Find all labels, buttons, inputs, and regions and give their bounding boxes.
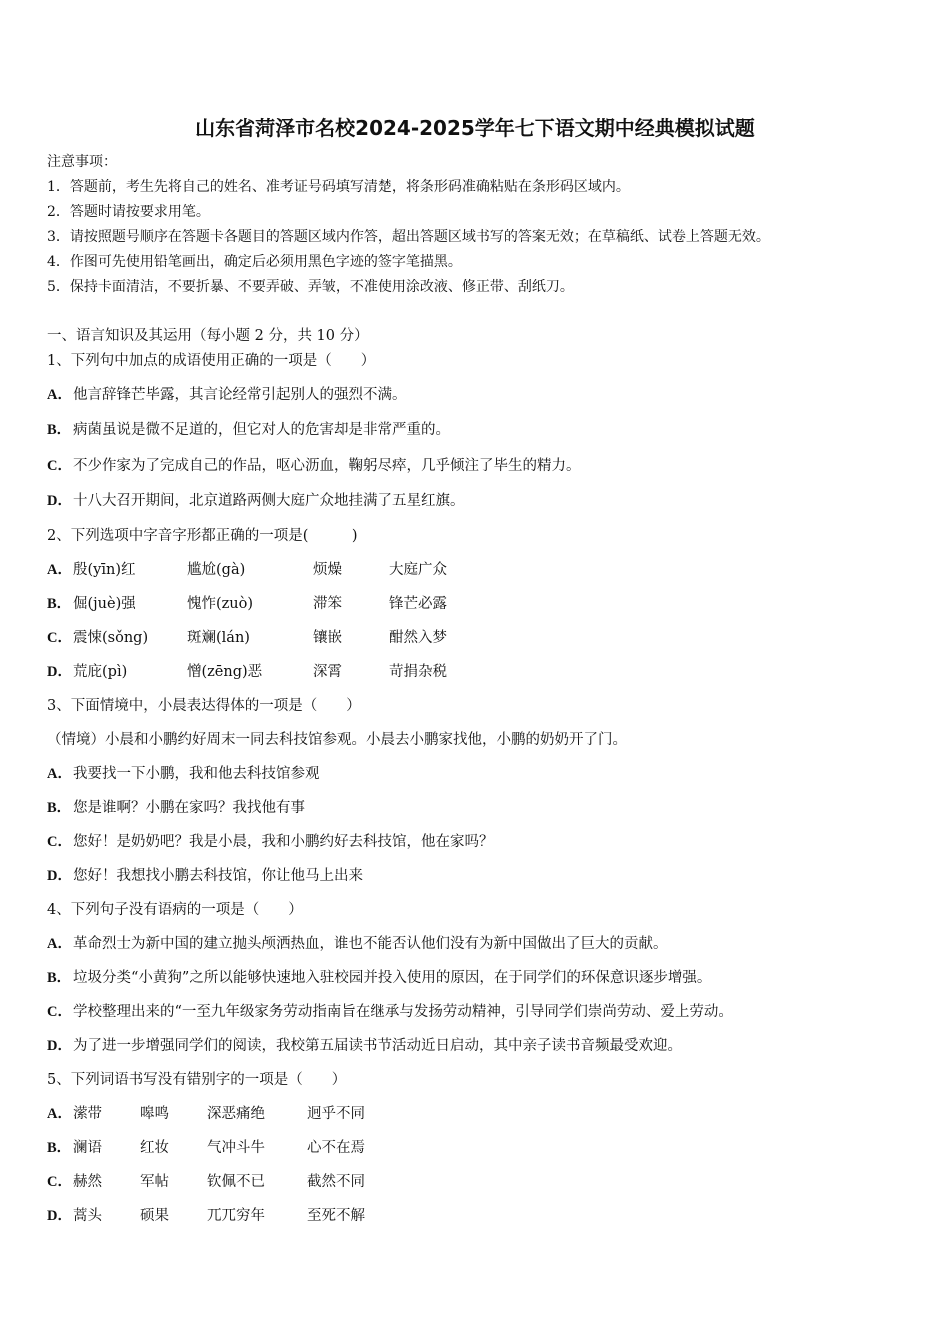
notice-item: 2．答题时请按要求用笔。	[47, 204, 210, 220]
option-cell: 军帖	[140, 1174, 169, 1190]
option-text: 他言辞锋芒毕露，其言论经常引起别人的强烈不满。	[73, 387, 407, 403]
option-letter: C．	[47, 630, 72, 646]
option-letter: C．	[47, 1004, 72, 1020]
option-text: 为了进一步增强同学们的阅读，我校第五届读书节活动近日启动，其中亲子读书音频最受欢迎。	[73, 1038, 682, 1054]
option-text: 我要找一下小鹏，我和他去科技馆参观	[73, 766, 320, 782]
notice-item: 5．保持卡面清洁，不要折暴、不要弄破、弄皱，不准使用涂改液、修正带、刮纸刀。	[47, 279, 574, 295]
option-c	[47, 456, 581, 476]
notice-heading: 注意事项：	[47, 154, 117, 170]
option-cell: 截然不同	[307, 1174, 365, 1190]
option-cell: 深霄	[313, 664, 342, 680]
option-b	[47, 968, 711, 988]
option-d	[47, 662, 447, 682]
option-c	[47, 628, 447, 648]
option-cell: 愧怍(zuò)	[187, 596, 254, 612]
option-cell: 烦燥	[313, 562, 342, 578]
option-cell: 荒庇(pì)	[73, 664, 128, 680]
question-stem: 3、下面情境中，小晨表达得体的一项是（ ）	[47, 698, 361, 714]
option-letter: A．	[47, 387, 72, 403]
option-text: 您好！是奶奶吧？我是小晨，我和小鹏约好去科技馆，他在家吗？	[73, 834, 494, 850]
option-b	[47, 798, 305, 818]
option-cell: 兀兀穷年	[207, 1208, 265, 1224]
option-cell: 倔(juè)强	[73, 596, 136, 612]
option-cell: 硕果	[140, 1208, 169, 1224]
option-cell: 心不在焉	[307, 1140, 365, 1156]
option-d	[47, 866, 363, 886]
option-letter: C．	[47, 834, 72, 850]
notice-item: 4．作图可先使用铅笔画出，确定后必须用黑色字迹的签字笔描黑。	[47, 254, 462, 270]
option-text: 十八大召开期间，北京道路两侧大庭广众地挂满了五星红旗。	[73, 493, 465, 509]
option-cell: 酣然入梦	[389, 630, 447, 646]
option-cell: 红妆	[140, 1140, 169, 1156]
option-cell: 苛捐杂税	[389, 664, 447, 680]
question-stem: 4、下列句子没有语病的一项是（ ）	[47, 902, 303, 918]
option-d	[47, 1206, 365, 1226]
option-text: 垃圾分类“小黄狗”之所以能够快速地入驻校园并投入使用的原因，在于同学们的环保意识逐步增强。	[73, 970, 712, 986]
option-letter: D．	[47, 1208, 72, 1224]
question-stem: 1、下列句中加点的成语使用正确的一项是（ ）	[47, 353, 376, 369]
option-letter: D．	[47, 664, 72, 680]
option-d	[47, 1036, 682, 1056]
option-b	[47, 420, 450, 440]
option-cell: 斑斓(lán)	[187, 630, 250, 646]
option-text: 您是谁啊？小鹏在家吗？我找他有事	[73, 800, 305, 816]
option-letter: A．	[47, 562, 72, 578]
option-text: 不少作家为了完成自己的作品，呕心沥血，鞠躬尽瘁，几乎倾注了毕生的精力。	[73, 458, 581, 474]
option-cell: 殷(yīn)红	[73, 562, 136, 578]
option-cell: 锋芒必露	[389, 596, 447, 612]
question-stem: 2、下列选项中字音字形都正确的一项是( )	[47, 528, 358, 544]
question-context: （情境）小晨和小鹏约好周末一同去科技馆参观。小晨去小鹏家找他，小鹏的奶奶开了门。	[47, 732, 627, 748]
option-c	[47, 1172, 365, 1192]
option-letter: A．	[47, 936, 72, 952]
option-cell: 蒿头	[73, 1208, 102, 1224]
option-cell: 深恶痛绝	[207, 1106, 265, 1122]
option-cell: 震悚(sǒng)	[73, 630, 149, 646]
option-letter: A．	[47, 1106, 72, 1122]
option-c	[47, 1002, 733, 1022]
option-letter: B．	[47, 1140, 72, 1156]
option-letter: D．	[47, 868, 72, 884]
option-a	[47, 764, 320, 784]
option-letter: B．	[47, 596, 72, 612]
option-cell: 赫然	[73, 1174, 102, 1190]
option-cell: 大庭广众	[389, 562, 447, 578]
option-c	[47, 832, 494, 852]
option-a	[47, 934, 668, 954]
option-letter: C．	[47, 458, 72, 474]
option-letter: D．	[47, 1038, 72, 1054]
option-cell: 尴尬(gà)	[187, 562, 246, 578]
option-cell: 潆带	[73, 1106, 102, 1122]
option-text: 学校整理出来的“一至九年级家务劳动指南旨在继承与发扬劳动精神，引导同学们崇尚劳动、爱上劳动。	[73, 1004, 733, 1020]
option-a	[47, 385, 407, 405]
option-cell: 至死不解	[307, 1208, 365, 1224]
option-cell: 澜语	[73, 1140, 102, 1156]
option-letter: A．	[47, 766, 72, 782]
option-letter: B．	[47, 422, 72, 438]
option-cell: 嗥鸣	[140, 1106, 169, 1122]
option-cell: 镶嵌	[313, 630, 342, 646]
option-cell: 迥乎不同	[307, 1106, 365, 1122]
option-b	[47, 1138, 365, 1158]
option-b	[47, 594, 447, 614]
option-text: 病菌虽说是微不足道的，但它对人的危害却是非常严重的。	[73, 422, 450, 438]
option-cell: 钦佩不已	[207, 1174, 265, 1190]
option-cell: 滞笨	[313, 596, 342, 612]
notice-item: 3．请按照题号顺序在答题卡各题目的答题区域内作答，超出答题区域书写的答案无效；在草稿纸、试卷上答题无效。	[47, 229, 770, 245]
page-title: 山东省菏泽市名校2024-2025学年七下语文期中经典模拟试题	[195, 116, 755, 140]
option-text: 您好！我想找小鹏去科技馆，你让他马上出来	[73, 868, 363, 884]
option-letter: C．	[47, 1174, 72, 1190]
section-heading: 一、语言知识及其运用（每小题 2 分，共 10 分）	[47, 328, 369, 344]
option-letter: D．	[47, 493, 72, 509]
option-a	[47, 1104, 365, 1124]
option-a	[47, 560, 447, 580]
option-d	[47, 491, 465, 511]
notice-item: 1．答题前，考生先将自己的姓名、准考证号码填写清楚，将条形码准确粘贴在条形码区域内。	[47, 179, 630, 195]
option-cell: 憎(zēng)恶	[187, 664, 263, 680]
option-letter: B．	[47, 800, 72, 816]
option-letter: B．	[47, 970, 72, 986]
question-stem: 5、下列词语书写没有错别字的一项是（ ）	[47, 1072, 347, 1088]
option-text: 革命烈士为新中国的建立抛头颅洒热血，谁也不能否认他们没有为新中国做出了巨大的贡献。	[73, 936, 668, 952]
option-cell: 气冲斗牛	[207, 1140, 265, 1156]
